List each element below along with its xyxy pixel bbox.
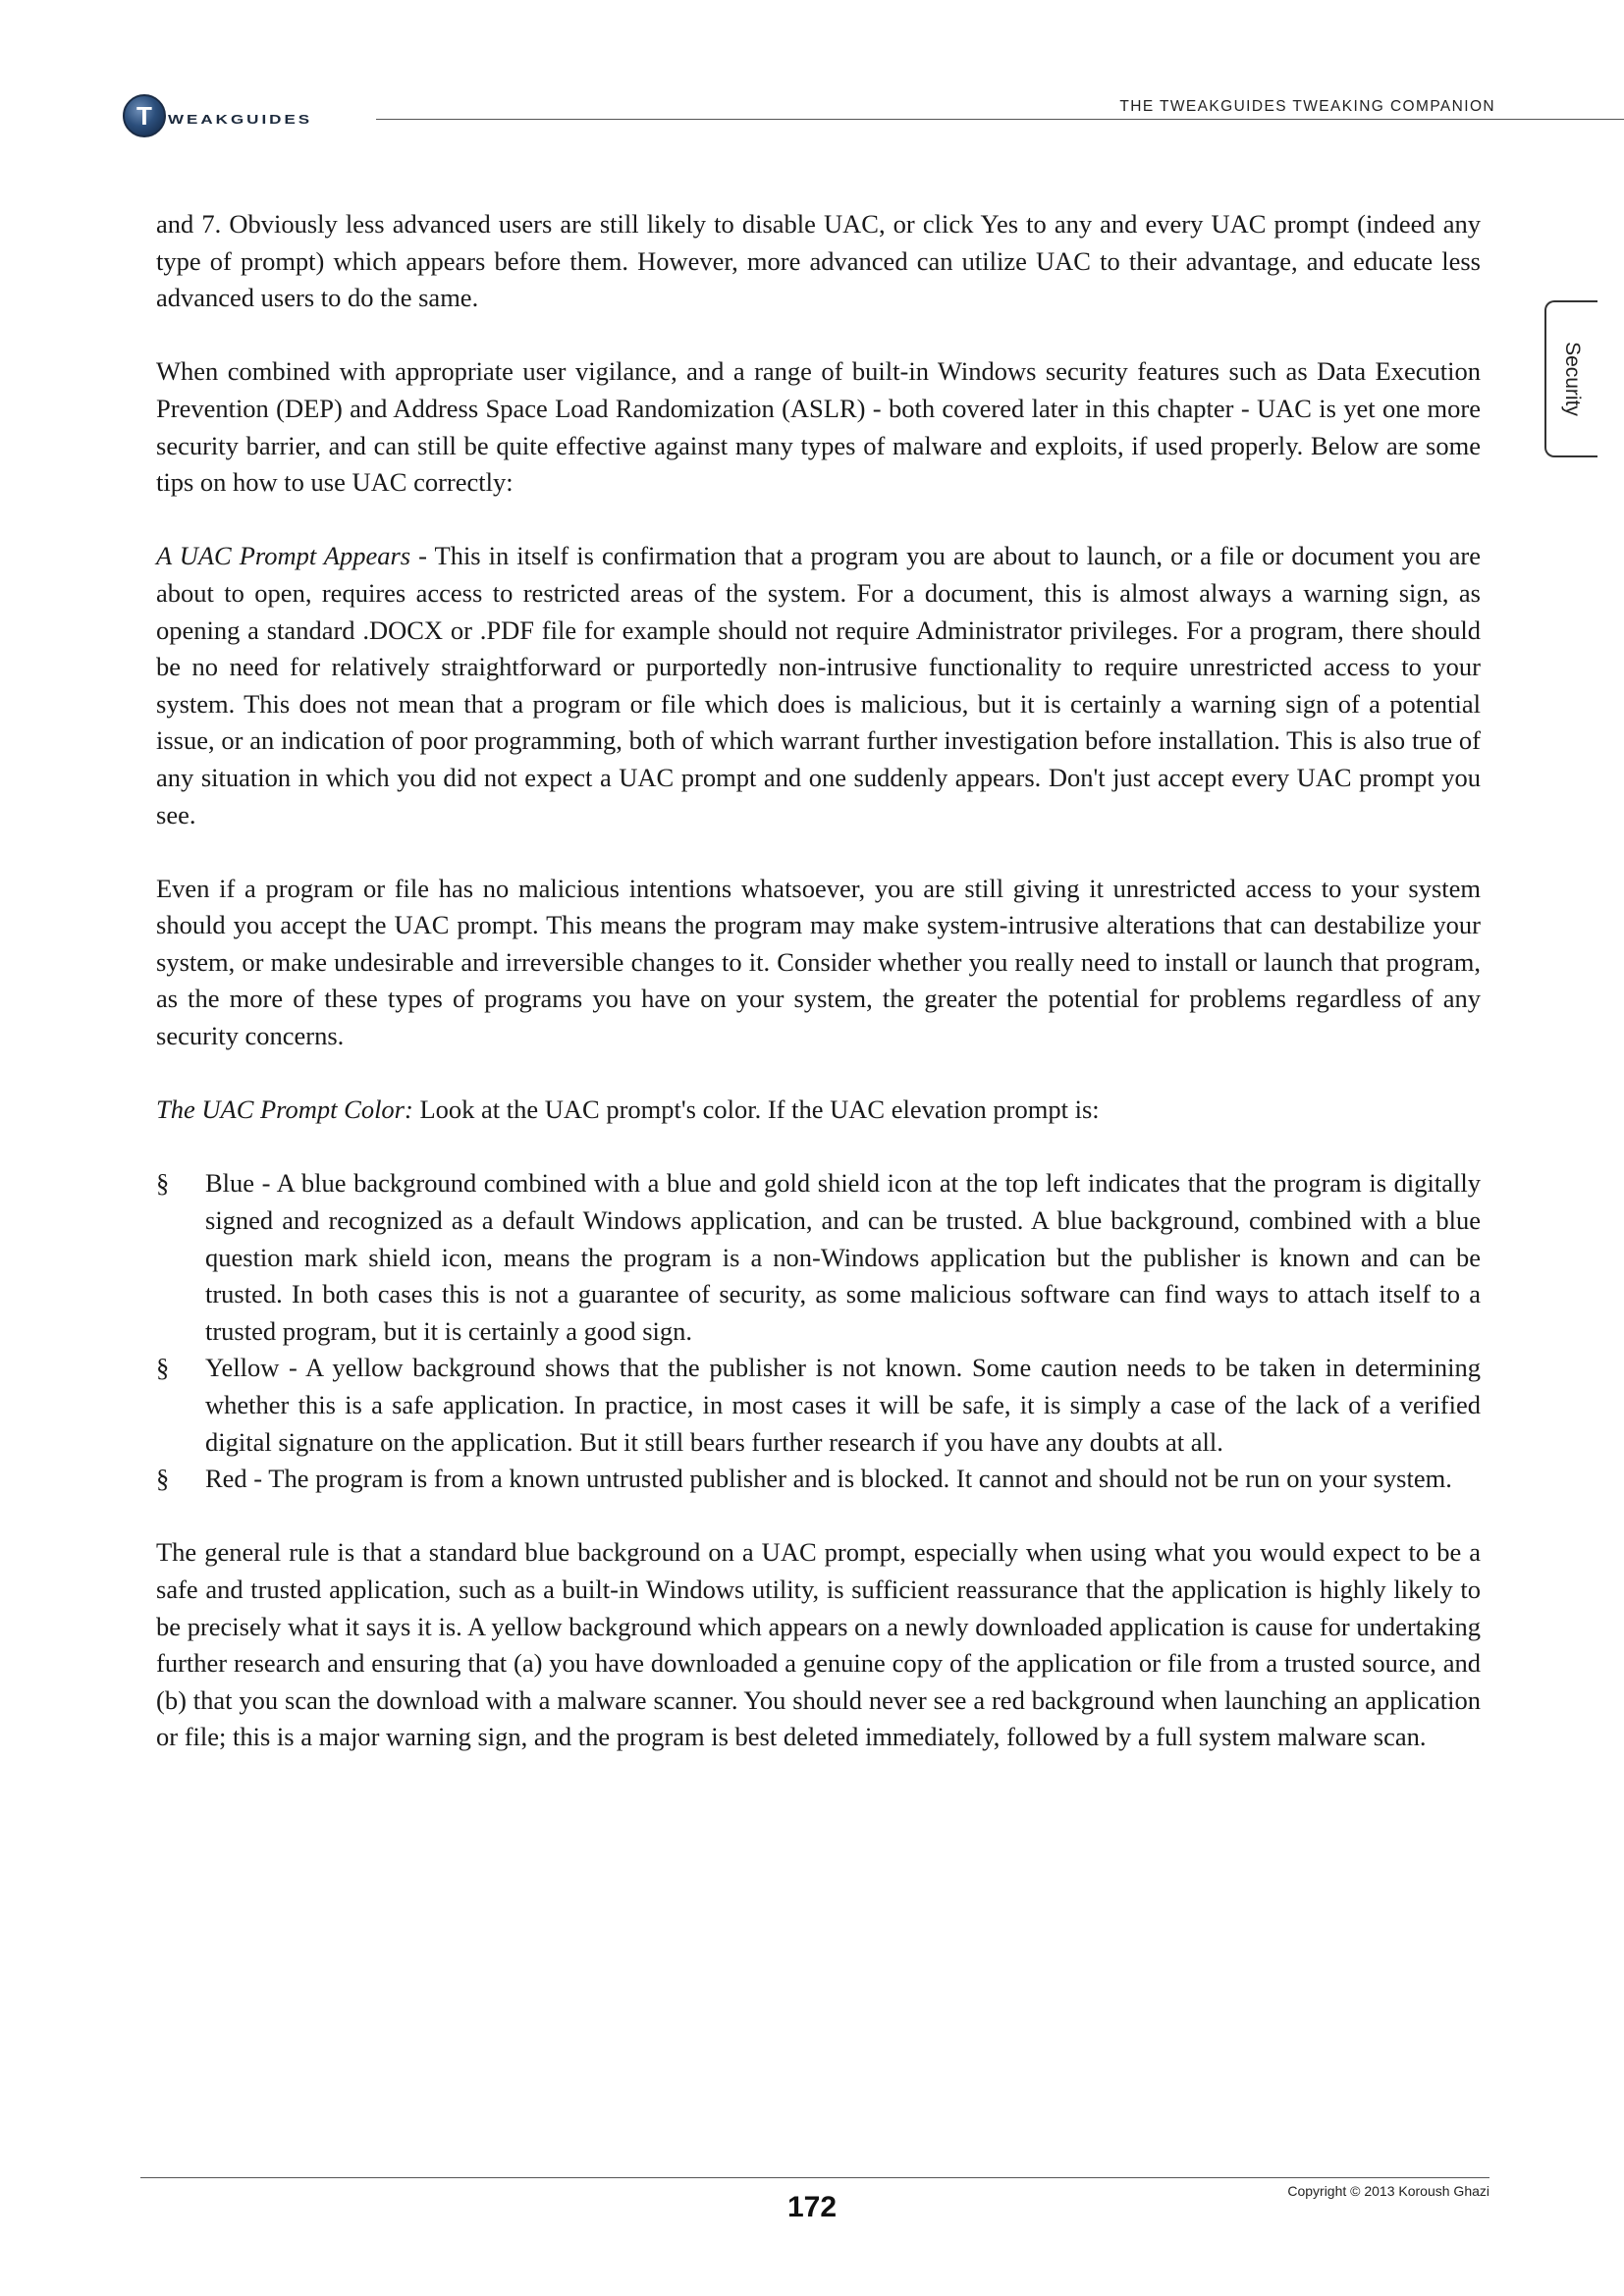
list-item-text: Red - The program is from a known untrusted publisher and is blocked. It cannot and should not be run on your system.: [205, 1464, 1452, 1494]
bullet-section-icon: §: [156, 1168, 170, 1199]
footer-divider: [140, 2177, 1489, 2178]
paragraph-uac-security-barrier: When combined with appropriate user vigilance, and a range of built-in Windows security features such as Data Execution Prevention (DEP) and Address Space Load Randomization (ASLR) - both covered later in this chapter - UAC is yet one more security barrier, and can still be quite effective against many types of malware and exploits, if used properly. Below are some tips on how to use UAC correctly:: [156, 356, 1481, 498]
paragraph-uac-usage: and 7. Obviously less advanced users are still likely to disable UAC, or click Yes to any and every UAC prompt (indeed any type of prompt) which appears before them. However, more advanced can utilize UAC to their advantage, and educate less advanced users to do the same.: [156, 209, 1481, 313]
tip-text-prompt-appears: - This in itself is confirmation that a program you are about to launch, or a file or document you are about to open, requires access to restricted areas of the system. For a document, this is almost always a warning sign, as opening a standard .DOCX or .PDF file for example should not require Administrator privileges. For a program, there should be no need for relatively straightforward or purportedly non-intrusive functionality to require unrestricted access to your system. This does not mean that a program or file which does is malicious, but it is certainly a warning sign of a potential issue, or an indication of poor programming, both of which warrant further investigation before installation. This is also true of any situation in which you did not expect a UAC prompt and one suddenly appears. Don't just accept every UAC prompt you see.: [156, 541, 1481, 829]
list-item-text: Yellow - A yellow background shows that the publisher is not known. Some caution needs to be taken in determining whether this is a safe application. In practice, in most cases it will be safe, it is simply a case of the lack of a verified digital signature on the application. But it still bears further research if you have any doubts at all.: [205, 1353, 1481, 1457]
logo-globe-icon: T: [123, 94, 166, 137]
tip-heading-prompt-color: The UAC Prompt Color:: [156, 1095, 413, 1125]
header-title: THE TWEAKGUIDES TWEAKING COMPANION: [1119, 98, 1495, 115]
tip-text-prompt-color: Look at the UAC prompt's color. If the UAC elevation prompt is:: [412, 1095, 1100, 1125]
paragraph-unrestricted-access: Even if a program or file has no malicious intentions whatsoever, you are still giving it unrestricted access to your system should you accept the UAC prompt. This means the program may make system-intrusive alterations that can destabilize your system, or make undesirable and irreversible changes to it. Consider whether you really need to install or launch that program, as the more of these types of programs you have on your system, the greater the potential for problems regardless of any security concerns.: [156, 873, 1481, 1051]
copyright-notice: Copyright © 2013 Koroush Ghazi: [1287, 2183, 1489, 2199]
paragraph-general-rule: The general rule is that a standard blue background on a UAC prompt, especially when using what you would expect to be a safe and trusted application, such as a built-in Windows utility, is sufficient reassurance that the application is highly likely to be precisely what it says it is. A yellow background which appears on a newly downloaded application is cause for undertaking further research and ensuring that (a) you have downloaded a genuine copy of the application or file from a trusted source, and (b) that you scan the download with a malware scanner. You should never see a red background when launching an application or file; this is a major warning sign, and the program is best deleted immediately, followed by a full system malware scan.: [156, 1537, 1481, 1752]
page-header: [123, 90, 1507, 149]
header-divider: [376, 119, 1624, 120]
paragraph-uac-prompt-appears: [156, 538, 1481, 833]
list-item-blue: [156, 1165, 1481, 1350]
page-content: [156, 206, 1481, 1756]
tweakguides-logo: [123, 94, 312, 137]
list-item-yellow: [156, 1350, 1481, 1461]
page-number: 172: [786, 2191, 838, 2223]
list-item-red: [156, 1461, 1481, 1498]
bullet-section-icon: §: [156, 1464, 170, 1494]
paragraph-prompt-color: [156, 1092, 1481, 1129]
section-tab-security: [1544, 300, 1597, 457]
logo-wordmark: WEAKGUIDES: [168, 112, 313, 127]
prompt-color-list: [156, 1165, 1481, 1497]
tip-heading-prompt-appears: A UAC Prompt Appears: [156, 541, 411, 571]
section-tab-label: Security: [1561, 342, 1584, 416]
list-item-text: Blue - A blue background combined with a blue and gold shield icon at the top left indicates that the program is digitally signed and recognized as a default Windows application, and can be trusted. A blue background, combined with a blue question mark shield icon, means the program is a non-Windows application but the publisher is known and can be trusted. In both cases this is not a guarantee of security, as some malicious software can find ways to attach itself to a trusted program, but it is certainly a good sign.: [205, 1168, 1481, 1346]
bullet-section-icon: §: [156, 1353, 170, 1383]
